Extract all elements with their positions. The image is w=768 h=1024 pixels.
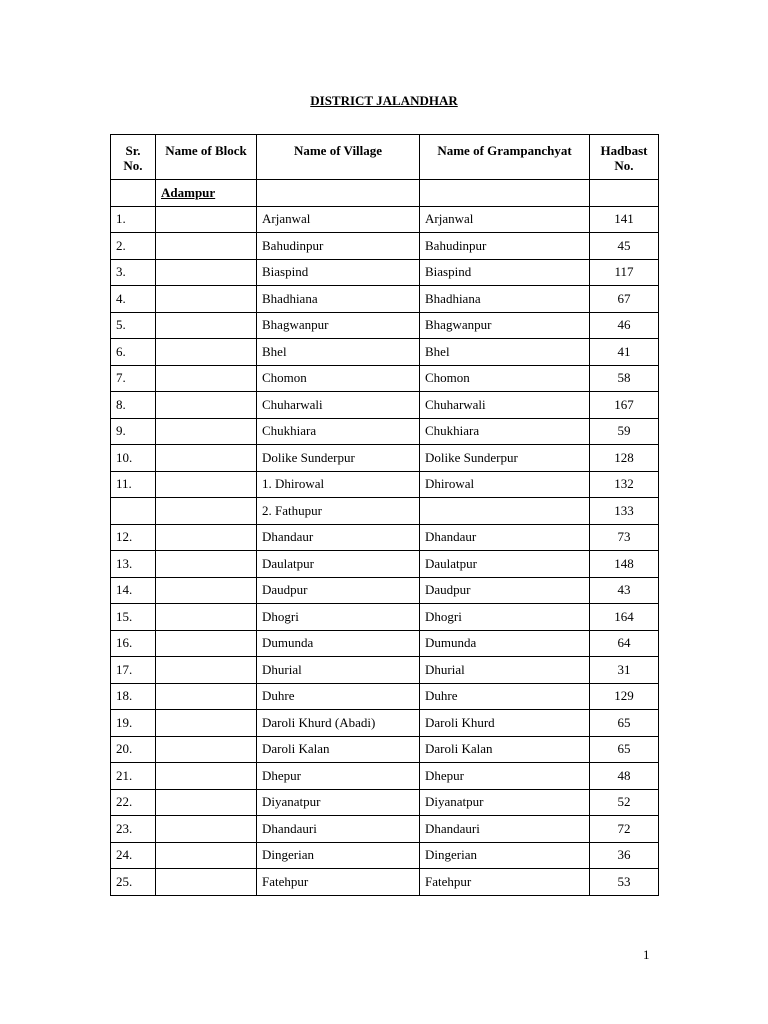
hadbast-cell: 164: [590, 604, 659, 631]
table-row: [111, 206, 659, 233]
village-cell: Dhurial: [257, 657, 420, 684]
village-cell: Bhel: [257, 339, 420, 366]
village-cell: Daudpur: [257, 577, 420, 604]
village-cell: 2. Fathupur: [257, 498, 420, 525]
block-cell: [156, 657, 257, 684]
page-number: 1: [643, 947, 650, 962]
grampanchyat-cell: Daroli Kalan: [420, 736, 590, 763]
table-row: [111, 842, 659, 869]
grampanchyat-cell: Chuharwali: [420, 392, 590, 419]
block-cell: [156, 789, 257, 816]
hadbast-cell: 72: [590, 816, 659, 843]
village-cell: Bahudinpur: [257, 233, 420, 260]
table-row: [111, 445, 659, 472]
hadbast-cell: 65: [590, 710, 659, 737]
block-cell: [156, 683, 257, 710]
hadbast-cell: 117: [590, 259, 659, 286]
hadbast-cell: 46: [590, 312, 659, 339]
sr-no-cell: 4.: [111, 286, 156, 313]
table-row: [111, 657, 659, 684]
table-row: [111, 471, 659, 498]
sr-no-cell: [111, 498, 156, 525]
sr-no-cell: 5.: [111, 312, 156, 339]
sr-no-cell: 16.: [111, 630, 156, 657]
hadbast-cell: 59: [590, 418, 659, 445]
hadbast-cell: 128: [590, 445, 659, 472]
hadbast-cell: 41: [590, 339, 659, 366]
grampanchyat-cell: Biaspind: [420, 259, 590, 286]
hadbast-cell: 65: [590, 736, 659, 763]
table-row: [111, 365, 659, 392]
village-table: [110, 134, 659, 896]
sr-no-cell: 14.: [111, 577, 156, 604]
sr-no-cell: 24.: [111, 842, 156, 869]
hadbast-cell: 132: [590, 471, 659, 498]
grampanchyat-cell: Dingerian: [420, 842, 590, 869]
table-row: [111, 789, 659, 816]
village-cell: Daulatpur: [257, 551, 420, 578]
block-cell: [156, 471, 257, 498]
hadbast-cell: 73: [590, 524, 659, 551]
header-village: Name of Village: [257, 135, 420, 180]
village-cell: Chukhiara: [257, 418, 420, 445]
grampanchyat-cell: Daroli Khurd: [420, 710, 590, 737]
sr-no-cell: 9.: [111, 418, 156, 445]
grampanchyat-cell: Dhirowal: [420, 471, 590, 498]
sr-no-cell: 6.: [111, 339, 156, 366]
village-cell: Dolike Sunderpur: [257, 445, 420, 472]
sr-no-cell: 13.: [111, 551, 156, 578]
table-row: [111, 869, 659, 896]
table-row: [111, 339, 659, 366]
village-cell: Chomon: [257, 365, 420, 392]
village-cell: Dhandauri: [257, 816, 420, 843]
village-cell: Bhadhiana: [257, 286, 420, 313]
block-cell: [156, 445, 257, 472]
table-header-row: [111, 135, 659, 180]
sr-no-cell: 18.: [111, 683, 156, 710]
grampanchyat-cell: Daulatpur: [420, 551, 590, 578]
sr-no-cell: 15.: [111, 604, 156, 631]
sr-no-cell: 12.: [111, 524, 156, 551]
hadbast-cell: 48: [590, 763, 659, 790]
hadbast-cell: 52: [590, 789, 659, 816]
block-cell: [156, 842, 257, 869]
sr-no-cell: 10.: [111, 445, 156, 472]
block-cell: [156, 392, 257, 419]
village-cell: Dhandaur: [257, 524, 420, 551]
village-cell: Duhre: [257, 683, 420, 710]
table-row: [111, 392, 659, 419]
village-cell: 1. Dhirowal: [257, 471, 420, 498]
village-cell: Arjanwal: [257, 206, 420, 233]
block-cell: [156, 498, 257, 525]
sr-no-cell: 25.: [111, 869, 156, 896]
village-cell: Chuharwali: [257, 392, 420, 419]
grampanchyat-cell: Dhurial: [420, 657, 590, 684]
grampanchyat-cell: Daudpur: [420, 577, 590, 604]
village-cell: Dhepur: [257, 763, 420, 790]
grampanchyat-cell: Bhadhiana: [420, 286, 590, 313]
table-row: [111, 763, 659, 790]
sr-no-cell: 22.: [111, 789, 156, 816]
table-row: [111, 710, 659, 737]
block-cell: [156, 710, 257, 737]
grampanchyat-cell: Dumunda: [420, 630, 590, 657]
village-cell: Daroli Khurd (Abadi): [257, 710, 420, 737]
grampanchyat-cell: Chomon: [420, 365, 590, 392]
block-cell: [156, 312, 257, 339]
village-cell: Daroli Kalan: [257, 736, 420, 763]
village-cell: Dingerian: [257, 842, 420, 869]
block-name: Adampur: [156, 180, 257, 207]
grampanchyat-cell: Arjanwal: [420, 206, 590, 233]
sr-no-cell: 1.: [111, 206, 156, 233]
header-hadbast: Hadbast No.: [590, 135, 659, 180]
block-cell: [156, 259, 257, 286]
header-block: Name of Block: [156, 135, 257, 180]
hadbast-cell: 167: [590, 392, 659, 419]
block-cell: [156, 418, 257, 445]
sr-no-cell: 20.: [111, 736, 156, 763]
table-row: [111, 498, 659, 525]
block-cell: [156, 551, 257, 578]
grampanchyat-cell: Dolike Sunderpur: [420, 445, 590, 472]
grampanchyat-cell: Duhre: [420, 683, 590, 710]
sr-no-cell: 7.: [111, 365, 156, 392]
table-row: [111, 286, 659, 313]
sr-no-cell: 11.: [111, 471, 156, 498]
sr-no-cell: 2.: [111, 233, 156, 260]
table-row: [111, 259, 659, 286]
hadbast-cell: 31: [590, 657, 659, 684]
village-cell: Dumunda: [257, 630, 420, 657]
header-sr-no: Sr. No.: [111, 135, 156, 180]
village-cell: Fatehpur: [257, 869, 420, 896]
block-cell: [156, 577, 257, 604]
village-cell: Biaspind: [257, 259, 420, 286]
hadbast-cell: 43: [590, 577, 659, 604]
grampanchyat-cell: [420, 498, 590, 525]
hadbast-cell: 67: [590, 286, 659, 313]
table-row: [111, 577, 659, 604]
grampanchyat-cell: Chukhiara: [420, 418, 590, 445]
grampanchyat-cell: Fatehpur: [420, 869, 590, 896]
block-cell: [156, 604, 257, 631]
sr-no-cell: 17.: [111, 657, 156, 684]
grampanchyat-cell: Dhandauri: [420, 816, 590, 843]
grampanchyat-cell: Dhepur: [420, 763, 590, 790]
sr-no-cell: 8.: [111, 392, 156, 419]
table-row: [111, 524, 659, 551]
sr-no-cell: 19.: [111, 710, 156, 737]
hadbast-cell: 53: [590, 869, 659, 896]
grampanchyat-cell: Bhel: [420, 339, 590, 366]
block-cell: [156, 206, 257, 233]
table-row: [111, 551, 659, 578]
block-cell: [156, 630, 257, 657]
sr-no-cell: 23.: [111, 816, 156, 843]
village-cell: Dhogri: [257, 604, 420, 631]
block-cell: [156, 524, 257, 551]
block-cell: [156, 365, 257, 392]
hadbast-cell: 64: [590, 630, 659, 657]
sr-no-cell: 21.: [111, 763, 156, 790]
grampanchyat-cell: Dhandaur: [420, 524, 590, 551]
hadbast-cell: 141: [590, 206, 659, 233]
block-cell: [156, 816, 257, 843]
grampanchyat-cell: Dhogri: [420, 604, 590, 631]
hadbast-cell: 45: [590, 233, 659, 260]
table-row: [111, 736, 659, 763]
table-row: [111, 312, 659, 339]
grampanchyat-cell: Bahudinpur: [420, 233, 590, 260]
block-cell: [156, 233, 257, 260]
table-row: [111, 683, 659, 710]
hadbast-cell: 133: [590, 498, 659, 525]
block-cell: [156, 869, 257, 896]
block-cell: [156, 763, 257, 790]
block-row: [111, 180, 659, 207]
hadbast-cell: 36: [590, 842, 659, 869]
block-cell: [156, 339, 257, 366]
table-row: [111, 233, 659, 260]
grampanchyat-cell: Diyanatpur: [420, 789, 590, 816]
page-title: DISTRICT JALANDHAR: [310, 93, 458, 108]
table-row: [111, 604, 659, 631]
hadbast-cell: 129: [590, 683, 659, 710]
sr-no-cell: 3.: [111, 259, 156, 286]
village-cell: Bhagwanpur: [257, 312, 420, 339]
block-cell: [156, 286, 257, 313]
grampanchyat-cell: Bhagwanpur: [420, 312, 590, 339]
hadbast-cell: 58: [590, 365, 659, 392]
table-row: [111, 816, 659, 843]
table-row: [111, 418, 659, 445]
table-row: [111, 630, 659, 657]
block-cell: [156, 736, 257, 763]
header-grampanchyat: Name of Grampanchyat: [420, 135, 590, 180]
village-cell: Diyanatpur: [257, 789, 420, 816]
hadbast-cell: 148: [590, 551, 659, 578]
